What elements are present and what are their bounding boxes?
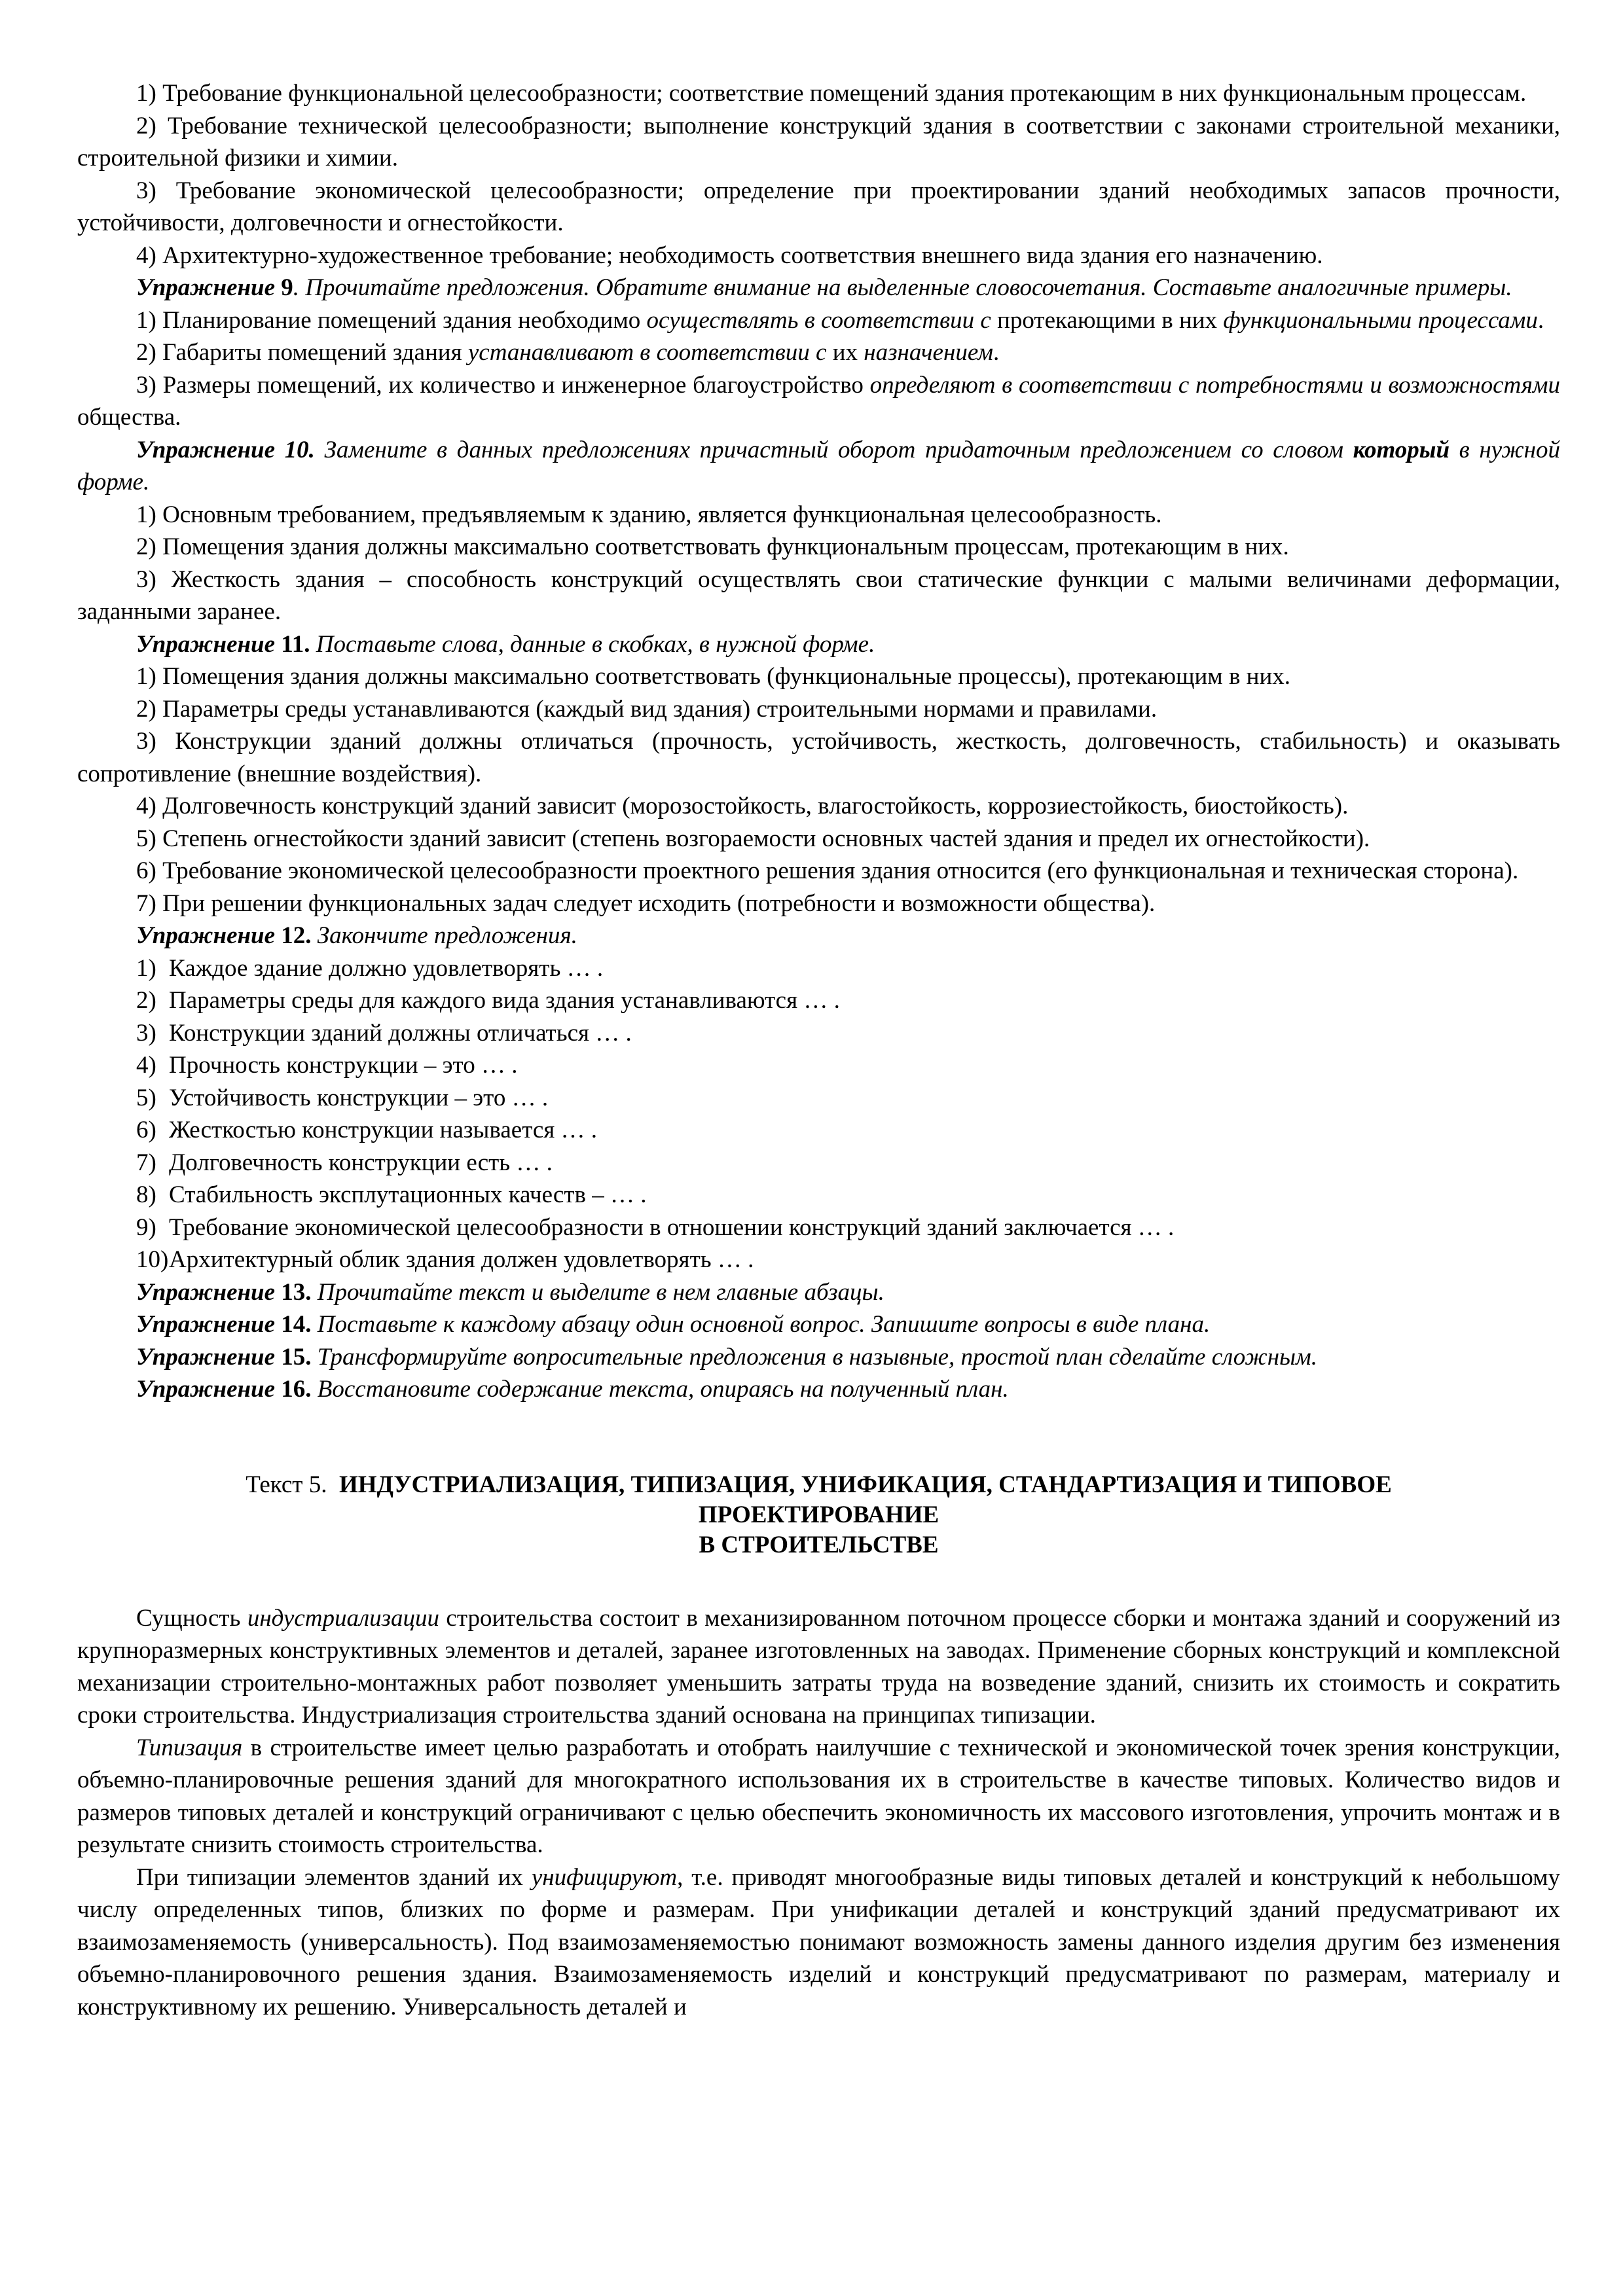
exercise-11-item-7: 7) При решении функциональных задач следует исходить (потребности и возможности общества).	[136, 889, 1156, 917]
text-5-title-line-2: ПРОЕКТИРОВАНИЕ	[698, 1501, 939, 1528]
exercise-13-heading: Упражнение 13. Прочитайте текст и выделите в нем главные абзацы.	[136, 1278, 884, 1306]
exercise-12-item-10: 10)Архитектурный облик здания должен удовлетворять … .	[136, 1246, 754, 1273]
exercise-11-item-3: 3) Конструкции зданий должны отличаться (прочность, устойчивость, жесткость, долговечность, стабильность) и оказывать сопротивление (внешние воздействия).	[77, 728, 1560, 787]
exercise-9-item-1: 1) Планирование помещений здания необходимо осуществлять в соответствии с протекающими в них функциональными процессами.	[136, 306, 1544, 334]
exercise-12-item-9: 9) Требование экономической целесообразности в отношении конструкций зданий заключается … .	[136, 1213, 1175, 1241]
text-5-paragraph-1: Сущность индустриализации строительства состоит в механизированном поточном процессе сборки и монтажа зданий и сооружений из крупноразмерных конструктивных элементов и деталей, заранее изготовленных на заводах. Применение сборных конструкций и комплексной механизации строительно-монтажных работ позволяет уменьшить затраты труда на возведение зданий, снизить их стоимость и сократить сроки строительства. Индустриализация строительства зданий основана на принципах типизации.	[77, 1604, 1560, 1729]
exercise-12-item-6: 6) Жесткостью конструкции называется … .	[136, 1117, 598, 1143]
exercise-12-heading: Упражнение 12. Закончите предложения.	[136, 922, 577, 949]
exercise-11-item-6: 6) Требование экономической целесообразности проектного решения здания относится (его функциональная и техническая сторона).	[136, 857, 1519, 884]
exercise-11-item-4: 4) Долговечность конструкций зданий зависит (морозостойкость, влагостойкость, коррозиестойкость, биостойкость).	[136, 793, 1349, 819]
exercise-12-list	[77, 952, 1560, 1276]
exercise-9-heading: Упражнение 9. Прочитайте предложения. Обратите внимание на выделенные словосочетания. Составьте аналогичные примеры.	[136, 274, 1512, 301]
exercise-9-item-3: 3) Размеры помещений, их количество и инженерное благоустройство определяют в соответствии с потребностями и возможностями общества.	[77, 371, 1561, 431]
text-5-title-line-3: В СТРОИТЕЛЬСТВЕ	[699, 1531, 939, 1558]
text-5-paragraph-3: При типизации элементов зданий их унифицируют, т.е. приводят многообразные виды типовых деталей и конструкций к небольшому числу определенных типов, близких по форме и размерам. При унификации деталей и конструкций зданий предусматривают их взаимозаменяемость (универсальность). Под взаимозаменяемостью понимают возможность замены данного изделия другим без изменения объемно-планировочного решения здания. Взаимозаменяемость изделий и конструкций предусматривают по размерам, материалу и конструктивному их решению. Универсальность деталей и	[77, 1863, 1560, 2020]
exercise-16-heading: Упражнение 16. Восстановите содержание текста, опираясь на полученный план.	[136, 1376, 1009, 1403]
text-5-paragraph-2: Типизация в строительстве имеет целью разработать и отобрать наилучшие с технической и экономической точек зрения конструкции, объемно-планировочные решения зданий для многократного использования их в строительстве в качестве типовых. Количество видов и размеров типовых деталей и конструкций ограничивают с целью обеспечить экономичность их массового изготовления, упрочить монтаж и в результате снизить стоимость строительства.	[77, 1734, 1560, 1858]
exercise-12-item-8: 8) Стабильность эксплутационных качеств – … .	[136, 1181, 647, 1208]
exercise-9-item-2: 2) Габариты помещений здания устанавливают в соответствии с их назначением.	[136, 339, 1000, 366]
requirement-2: 2) Требование технической целесообразности; выполнение конструкций здания в соответствии с законами строительной механики, строительной физики и химии.	[77, 112, 1561, 171]
exercise-12-item-4: 4) Прочность конструкции – это … .	[136, 1052, 518, 1079]
exercise-12-item-5: 5) Устойчивость конструкции – это … .	[136, 1084, 549, 1111]
exercise-12-item-1: 1) Каждое здание должно удовлетворять … .	[136, 954, 604, 982]
exercise-11-heading: Упражнение 11. Поставьте слова, данные в скобках, в нужной форме.	[136, 630, 875, 658]
exercise-14-heading: Упражнение 14. Поставьте к каждому абзацу один основной вопрос. Запишите вопросы в виде плана.	[136, 1311, 1211, 1338]
exercise-12-item-2: 2) Параметры среды для каждого вида здания устанавливаются … .	[136, 987, 840, 1014]
exercise-10-item-2: 2) Помещения здания должны максимально соответствовать функциональным процессам, протекающим в них.	[136, 533, 1289, 560]
exercise-11-item-5: 5) Степень огнестойкости зданий зависит (степень возгораемости основных частей здания и предел их огнестойкости).	[136, 825, 1370, 852]
text-5-title	[77, 1470, 1560, 1560]
exercise-12-item-3: 3) Конструкции зданий должны отличаться … .	[136, 1019, 632, 1047]
requirement-4: 4) Архитектурно-художественное требование; необходимость соответствия внешнего вида здания его назначению.	[136, 242, 1323, 269]
exercise-11-item-2: 2) Параметры среды устанавливаются (каждый вид здания) строительными нормами и правилами.	[136, 695, 1158, 723]
requirement-1: 1) Требование функциональной целесообразности; соответствие помещений здания протекающим в них функциональным процессам.	[136, 80, 1527, 107]
text-5-body	[77, 1602, 1560, 2024]
exercise-10-item-3: 3) Жесткость здания – способность конструкций осуществлять свои статические функции с малыми величинами деформации, заданными заранее.	[77, 565, 1560, 625]
exercise-11-item-1: 1) Помещения здания должны максимально соответствовать (функциональные процессы), протекающим в них.	[136, 663, 1291, 690]
exercise-15-heading: Упражнение 15. Трансформируйте вопросительные предложения в назывные, простой план сделайте сложным.	[136, 1343, 1317, 1371]
exercise-10-item-1: 1) Основным требованием, предъявляемым к зданию, является функциональная целесообразность.	[136, 501, 1162, 528]
exercise-10-heading: Упражнение 10. Замените в данных предложениях причастный оборот придаточным предложением со словом который в нужной форме.	[77, 436, 1560, 495]
exercise-12-item-7: 7) Долговечность конструкции есть … .	[136, 1149, 553, 1176]
text-5-title-line-1: Текст 5. ИНДУСТРИАЛИЗАЦИЯ, ТИПИЗАЦИЯ, УНИФИКАЦИЯ, СТАНДАРТИЗАЦИЯ И ТИПОВОЕ	[246, 1471, 1392, 1498]
requirement-3: 3) Требование экономической целесообразности; определение при проектировании зданий необходимых запасов прочности, устойчивости, долговечности и огнестойкости.	[77, 177, 1561, 236]
